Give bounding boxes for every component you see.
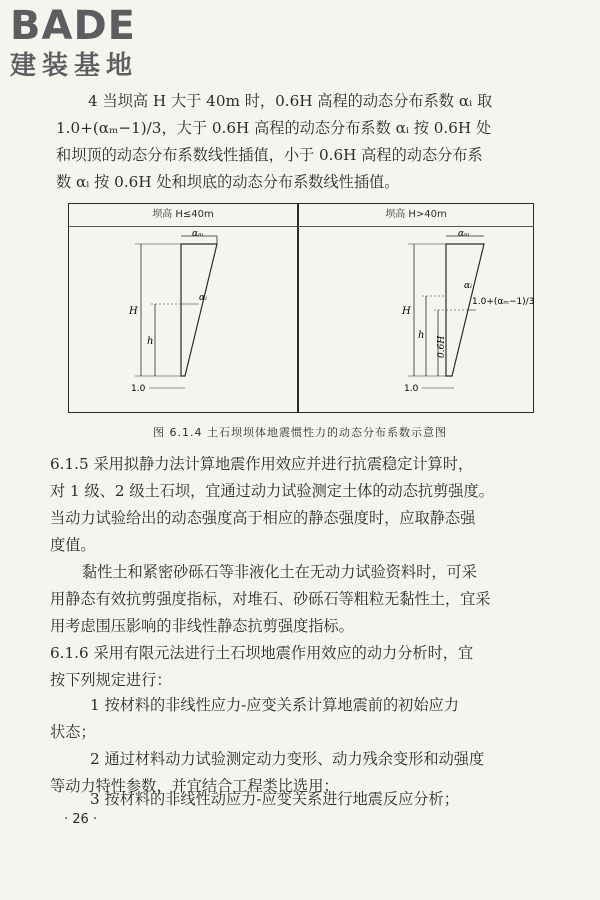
left-H-label: H: [129, 306, 138, 317]
text-line: 等动力特性参数，并宜结合工程类比选用；: [50, 777, 339, 795]
right-panel-header: 坝高 H>40m: [298, 204, 534, 227]
text-line: 用考虑围压影响的非线性静态抗剪强度指标。: [50, 617, 354, 635]
right-base-label: 1.0: [404, 384, 419, 394]
text-line: 度值。: [50, 536, 96, 554]
left-base-label: 1.0: [131, 384, 146, 394]
left-diagram: [69, 226, 297, 412]
left-alpha-i-label: αᵢ: [199, 293, 207, 303]
page-number: · 26 ·: [64, 812, 98, 827]
list-item-3: [56, 786, 548, 813]
right-formula-label: 1.0+(αₘ−1)/3: [472, 297, 534, 307]
figure-caption: 图 6.1.4 土石坝坝体地震惯性力的动态分布系数示意图: [153, 426, 447, 439]
text-line: 1.0+(αₘ−1)/3，大于 0.6H 高程的动态分布系数 αᵢ 按 0.6H 处: [56, 119, 492, 137]
left-panel-header: 坝高 H≤40m: [69, 204, 297, 227]
text-line: 数 αᵢ 按 0.6H 处和坝底的动态分布系数线性插值。: [56, 173, 400, 191]
right-0.6H-label: 0.6H: [437, 335, 447, 358]
text-line: 当动力试验给出的动态强度高于相应的静态强度时，应取静态强: [50, 509, 476, 527]
text-line: 状态；: [50, 723, 96, 741]
right-H-label: H: [402, 306, 411, 317]
figure-6-1-4: [68, 203, 534, 413]
figure-right-panel: [298, 204, 534, 412]
clause-6-1-5-paragraph-2: [50, 559, 548, 640]
text-line: 和坝顶的动态分布系数线性插值，小于 0.6H 高程的动态分布系: [56, 146, 483, 164]
clause-4-paragraph: [56, 88, 548, 196]
clause-6-1-6-paragraph: [50, 640, 548, 694]
publisher-logo: [10, 4, 180, 84]
right-h-label: h: [418, 330, 425, 341]
text-line: 2 通过材料动力试验测定动力变形、动力残余变形和动强度: [90, 750, 485, 768]
text-line: 按下列规定进行：: [50, 671, 172, 689]
text-line: 1 按材料的非线性应力-应变关系计算地震前的初始应力: [90, 696, 459, 714]
text-line: 3 按材料的非线性动应力-应变关系进行地震反应分析；: [90, 790, 459, 808]
text-line: 用静态有效抗剪强度指标，对堆石、砂砾石等粗粒无黏性土，宜采: [50, 590, 491, 608]
left-alpha-m-label: αₘ: [192, 229, 204, 239]
clause-6-1-5-paragraph: [50, 451, 548, 559]
text-line: 6.1.6 采用有限元法进行土石坝地震作用效应的动力分析时，宜: [50, 644, 474, 662]
text-line: 6.1.5 采用拟静力法计算地震作用效应并进行抗震稳定计算时，: [50, 455, 474, 473]
logo-subtitle: 建装基地: [10, 51, 139, 81]
text-line: 黏性土和紧密砂砾石等非液化土在无动力试验资料时，可采: [82, 563, 477, 581]
right-alpha-m-label: αₘ: [458, 229, 470, 239]
right-diagram: [298, 226, 534, 412]
figure-left-panel: [69, 204, 297, 412]
list-item-1: [50, 692, 548, 746]
text-line: 4 当坝高 H 大于 40m 时，0.6H 高程的动态分布系数 αᵢ 取: [88, 92, 493, 110]
text-line: 对 1 级、2 级土石坝，宜通过动力试验测定土体的动态抗剪强度。: [50, 482, 494, 500]
logo-brand: BADE: [10, 3, 136, 49]
right-alpha-i-label: αᵢ: [464, 281, 472, 291]
left-h-label: h: [147, 336, 154, 347]
